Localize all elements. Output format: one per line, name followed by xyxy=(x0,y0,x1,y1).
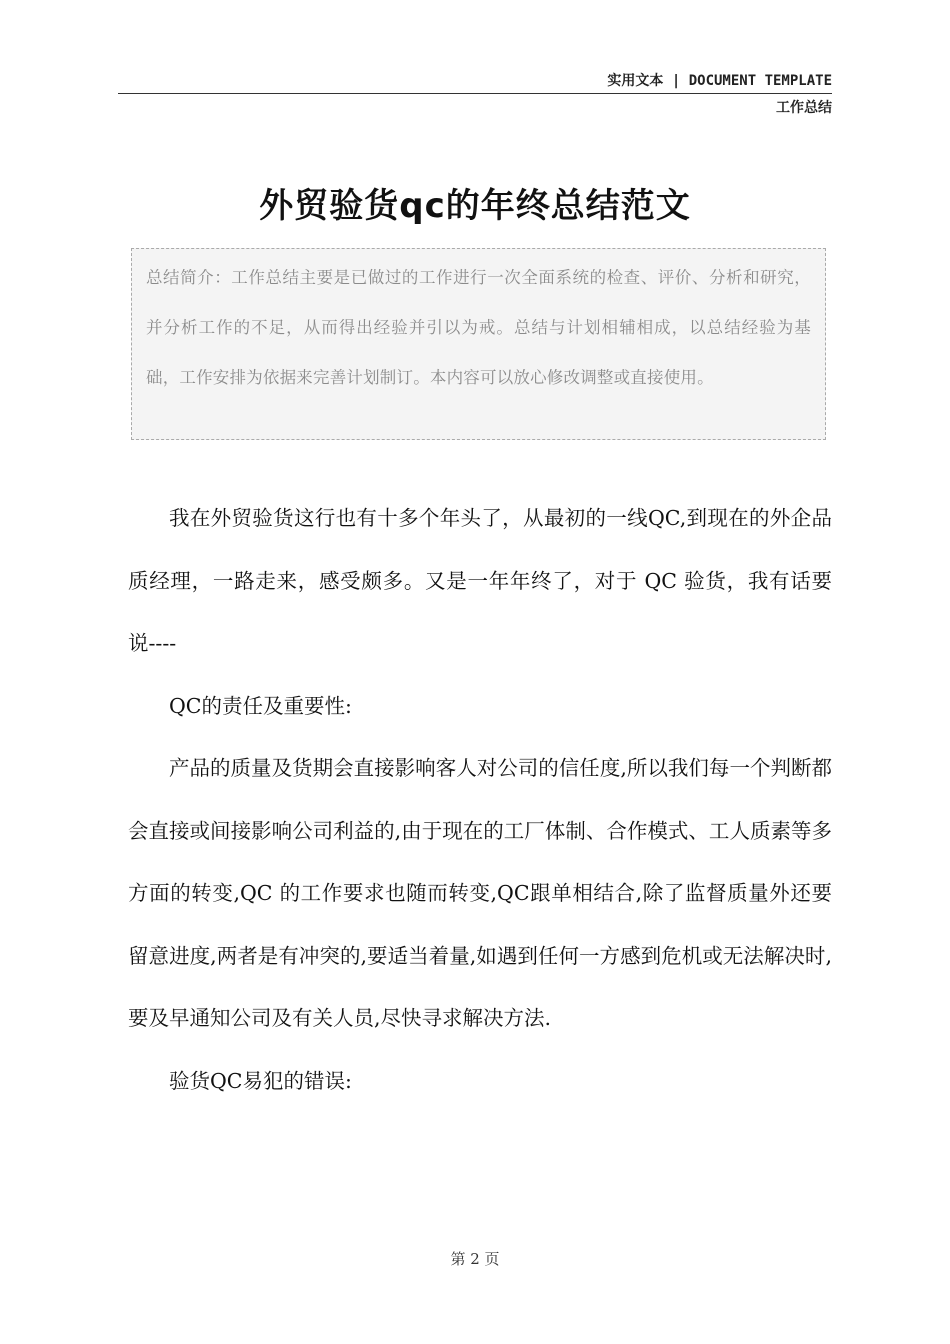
document-title: 外贸验货qc的年终总结范文 xyxy=(259,186,691,226)
header-document-label: 实用文本 | DOCUMENT TEMPLATE xyxy=(607,73,832,89)
section-heading-responsibility: QC的责任及重要性: xyxy=(169,693,352,718)
header-category: 工作总结 xyxy=(776,100,832,116)
section-heading-mistakes: 验货QC易犯的错误: xyxy=(169,1068,352,1093)
header-divider xyxy=(118,93,832,94)
body-paragraph-intro: 我在外贸验货这行也有十多个年头了，从最初的一线QC,到现在的外企品质经理，一路走来，感受颇多。又是一年年终了，对于 QC 验货，我有话要说---- xyxy=(128,506,832,655)
page-number: 第 2 页 xyxy=(450,1250,500,1268)
body-paragraph-responsibility: 产品的质量及货期会直接影响客人对公司的信任度,所以我们每一个判断都会直接或间接影响公司利益的,由于现在的工厂体制、合作模式、工人质素等多方面的转变,QC 的工作要求也随而转变,QC跟单相结合,除了监督质量外还要留意进度,两者是有冲突的,要适当着量,如遇到任何一方感到危机或无法解决时,要及早通知公司及有关人员,尽快寻求解决方法. xyxy=(128,756,832,1030)
summary-text: 总结简介：工作总结主要是已做过的工作进行一次全面系统的检查、评价、分析和研究，并分析工作的不足，从而得出经验并引以为戒。总结与计划相辅相成，以总结经验为基础，工作安排为依据来完善计划制订。本内容可以放心修改调整或直接使用。 xyxy=(146,268,811,387)
document-body xyxy=(128,487,832,1112)
summary-box xyxy=(131,248,826,440)
